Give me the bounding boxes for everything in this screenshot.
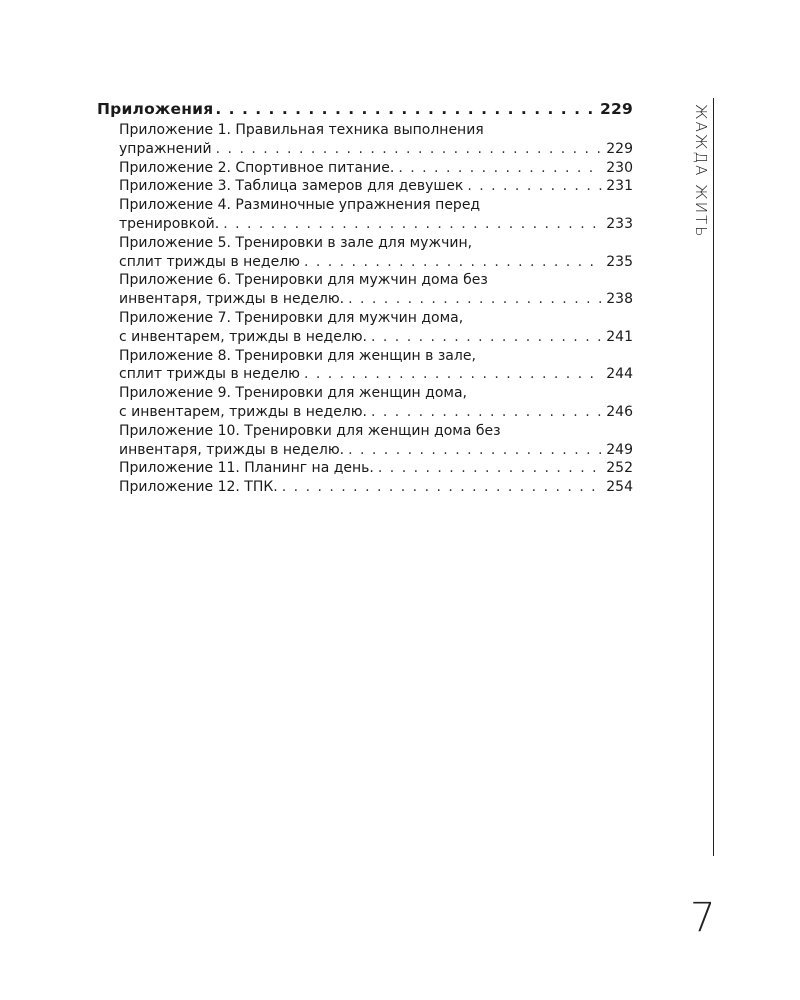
toc-entry-last-line: [119, 328, 633, 347]
toc-entry-title: сплит трижды в неделю: [119, 253, 300, 270]
toc-entry-last-line: [119, 159, 633, 178]
toc-section-heading[interactable]: [97, 99, 633, 119]
running-title: ЖАЖДА ЖИТЬ: [692, 104, 710, 239]
page-number: 7: [690, 895, 716, 941]
toc-entry-last-line: [119, 177, 633, 196]
toc-entry-page-number: 231: [606, 178, 633, 195]
toc-entry-page-number: 241: [606, 328, 633, 345]
toc-entry-last-line: [119, 403, 633, 422]
toc-entry-last-line: [119, 140, 633, 159]
toc-entry[interactable]: [119, 121, 633, 159]
dot-leader: [304, 253, 602, 272]
toc-entry-page-number: 254: [606, 479, 633, 496]
toc-entry-last-line: [119, 365, 633, 384]
toc-entry-page-number: 230: [606, 159, 633, 176]
dot-leader: [348, 441, 602, 460]
toc-entry-title-line: Приложение 5. Тренировки в зале для мужчин,: [119, 234, 473, 251]
toc-entry-last-line: [119, 478, 633, 497]
section-title: Приложения: [97, 100, 214, 118]
dot-leader: [223, 215, 602, 234]
toc-entry[interactable]: [119, 309, 633, 347]
toc-entry-title-line: Приложение 7. Тренировки для мужчин дома,: [119, 309, 464, 326]
toc-entry-page-number: 235: [606, 253, 633, 270]
dot-leader: [348, 290, 602, 309]
toc-entry-title-line: Приложение 8. Тренировки для женщин в зале,: [119, 347, 476, 364]
toc-entry-last-line: [119, 441, 633, 460]
toc-entry-title: сплит трижды в неделю: [119, 366, 300, 383]
dot-leader: [467, 177, 602, 196]
toc-entry-title: Приложение 11. Планинг на день.: [119, 460, 374, 477]
dot-leader: [215, 99, 598, 119]
toc-entry-title-line: Приложение 1. Правильная техника выполнения: [119, 122, 484, 138]
toc-entry-page-number: 244: [606, 366, 633, 383]
dot-leader: [371, 403, 602, 422]
toc-entry-title: тренировкой.: [119, 215, 220, 232]
dot-leader: [282, 478, 603, 497]
toc-entry-last-line: [119, 459, 633, 478]
toc-entry-title-line: Приложение 4. Разминочные упражнения перед: [119, 197, 481, 214]
toc-entry-title: с инвентарем, трижды в неделю.: [119, 403, 367, 420]
vertical-rule: [713, 98, 714, 856]
dot-leader: [216, 140, 603, 159]
toc-entry-title: Приложение 3. Таблица замеров для девушек: [119, 178, 464, 195]
toc-entry[interactable]: [119, 347, 633, 385]
toc-entry[interactable]: [119, 384, 633, 422]
toc-entry-title-line: Приложение 6. Тренировки для мужчин дома без: [119, 272, 488, 289]
toc-entry-title: с инвентарем, трижды в неделю.: [119, 328, 367, 345]
toc-entry-title: инвентаря, трижды в неделю.: [119, 291, 345, 308]
toc-entry-last-line: [119, 253, 633, 272]
toc-entry-last-line: [119, 215, 633, 234]
toc-entry-title: Приложение 2. Спортивное питание.: [119, 159, 395, 176]
toc-entry-title: Приложение 12. ТПК.: [119, 479, 278, 496]
toc-entry[interactable]: [119, 159, 633, 178]
toc-entry[interactable]: [119, 459, 633, 478]
dot-leader: [304, 365, 602, 384]
toc-entry-title-line: Приложение 10. Тренировки для женщин дома без: [119, 422, 501, 439]
toc-entry[interactable]: [119, 234, 633, 272]
toc-entry-last-line: [119, 290, 633, 309]
toc-entry-page-number: 233: [606, 215, 633, 232]
table-of-contents: [97, 99, 633, 497]
toc-entry-title-line: Приложение 9. Тренировки для женщин дома,: [119, 385, 467, 402]
section-page-number: 229: [600, 100, 633, 118]
dot-leader: [398, 159, 602, 178]
toc-entry[interactable]: [119, 177, 633, 196]
toc-entries: [119, 121, 633, 497]
toc-entry-page-number: 249: [606, 441, 633, 458]
toc-entry-page-number: 252: [606, 460, 633, 477]
toc-entry[interactable]: [119, 422, 633, 460]
dot-leader: [378, 459, 602, 478]
toc-entry-title: упражнений: [119, 140, 212, 157]
toc-entry[interactable]: [119, 478, 633, 497]
toc-entry[interactable]: [119, 196, 633, 234]
dot-leader: [371, 328, 602, 347]
toc-entry-page-number: 238: [606, 291, 633, 308]
toc-entry[interactable]: [119, 271, 633, 309]
toc-entry-page-number: 246: [606, 403, 633, 420]
toc-entry-page-number: 229: [606, 140, 633, 157]
toc-entry-title: инвентаря, трижды в неделю.: [119, 441, 345, 458]
